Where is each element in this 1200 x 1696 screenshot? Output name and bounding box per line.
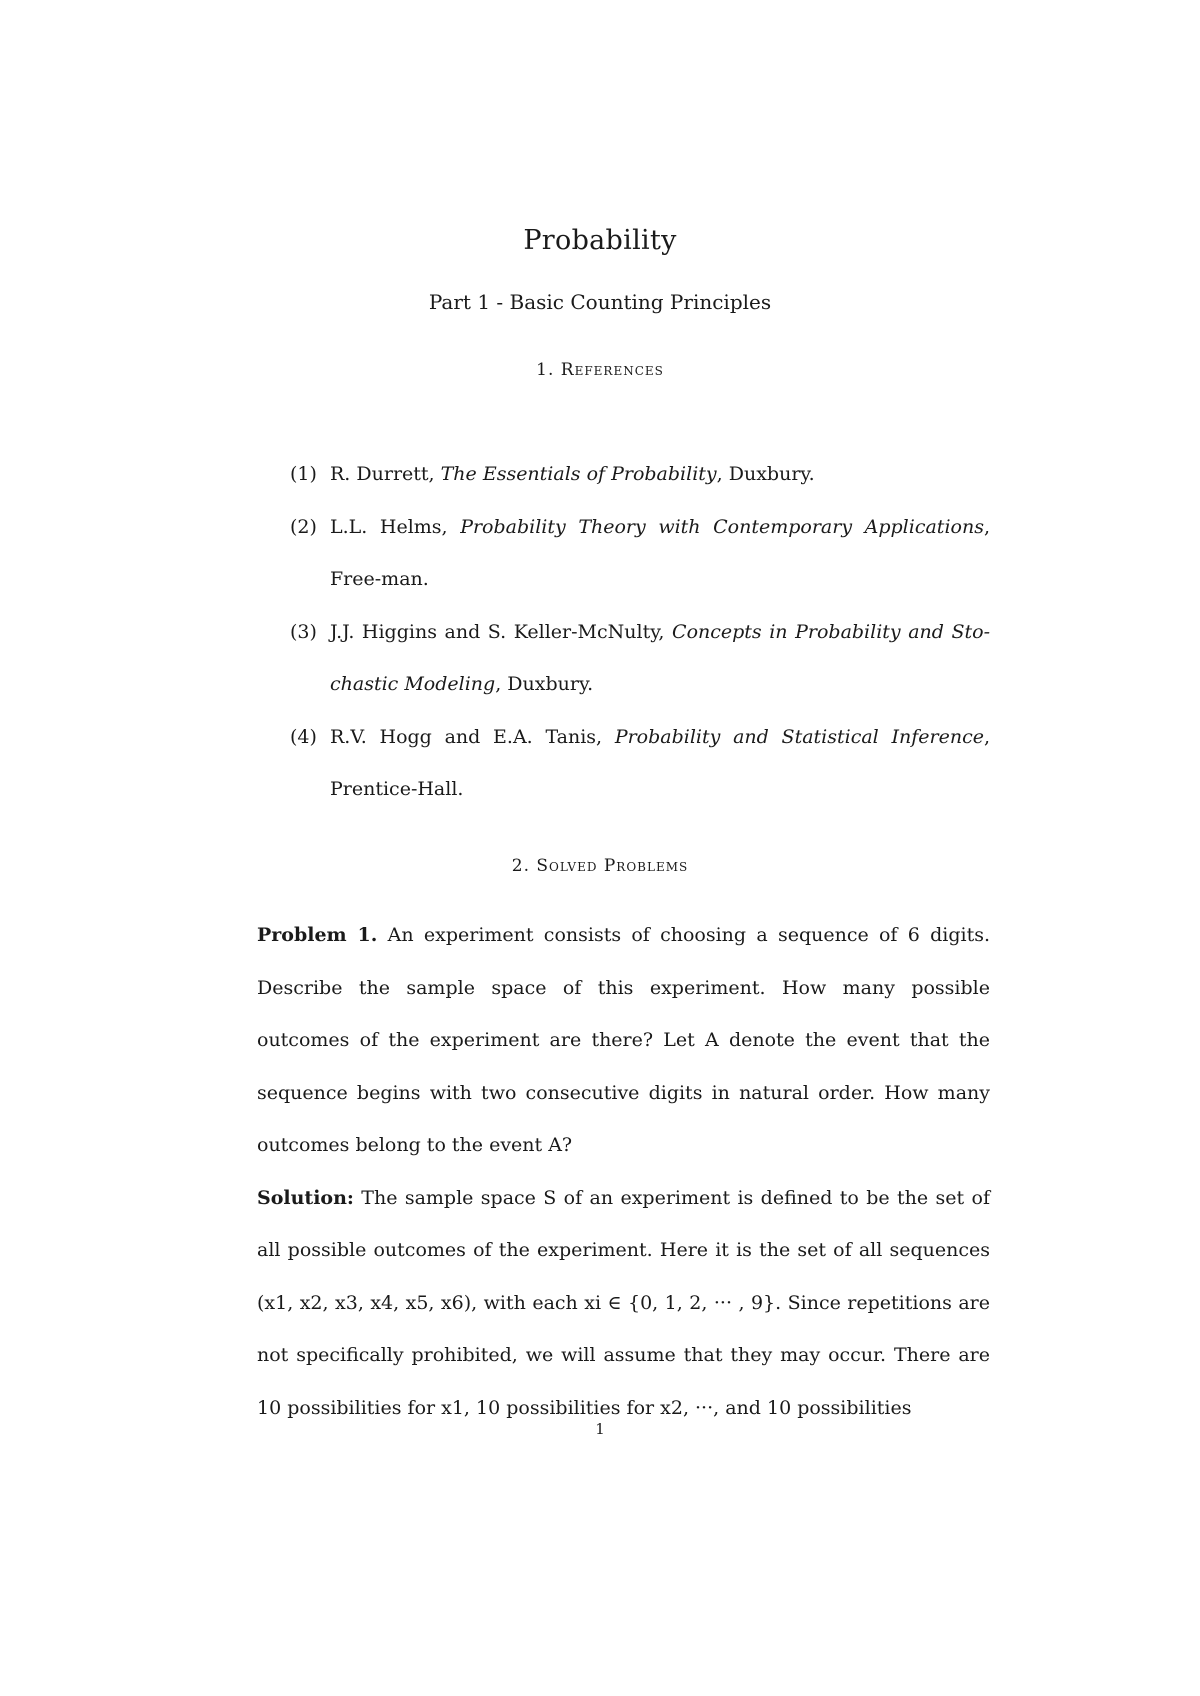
page-number: 1 bbox=[595, 1420, 605, 1438]
problem-text: An experiment consists of choosing a sequence of 6 digits. Describe the sample space of this experiment. How many possible outcomes of the experiment are there? Let A denote the event that the sequence begins with two consecutive digits in natural order. How many outcomes belong to the event A? bbox=[257, 924, 990, 1156]
reference-item bbox=[290, 606, 990, 711]
references-heading-text: References bbox=[560, 360, 664, 380]
reference-item bbox=[290, 448, 990, 501]
reference-author: J.J. Higgins and S. Keller-McNulty, bbox=[330, 620, 673, 643]
problem-label: Problem 1. bbox=[257, 924, 378, 946]
document-subtitle: Part 1 - Basic Counting Principles bbox=[428, 290, 772, 314]
references-heading bbox=[0, 360, 1200, 380]
reference-publisher: , Free-man. bbox=[330, 515, 990, 590]
solution-label: Solution: bbox=[257, 1186, 354, 1209]
reference-author: R. Durrett, bbox=[330, 463, 441, 485]
reference-author: L.L. Helms, bbox=[330, 515, 461, 538]
solution-text: The sample space S of an experiment is defined to be the set of all possible outcomes of the experiment. Here it is the set of all sequences (x1, x2, x3, x4, x5, x6), with each xi ∈ {0, 1, 2, ··· , 9}. Since repetitions are not specifically prohibited, we will assume that they may occur. There are 10 possibilities for x1, 10 possibilities for x2, ···, and 10 possibilities bbox=[257, 1186, 990, 1419]
reference-number: (4) bbox=[290, 725, 317, 748]
document-title: Probability bbox=[523, 225, 677, 256]
problem-paragraph bbox=[257, 909, 990, 1172]
solved-heading-number: 2. bbox=[511, 856, 530, 876]
reference-title: Concepts in Probability and Sto-chastic Modeling bbox=[330, 620, 991, 695]
reference-number: (3) bbox=[290, 620, 317, 643]
reference-number: (1) bbox=[290, 463, 317, 485]
reference-item bbox=[290, 711, 990, 816]
solved-problems-heading bbox=[0, 856, 1200, 876]
reference-publisher: , Duxbury. bbox=[495, 673, 594, 695]
reference-publisher: , Duxbury. bbox=[716, 463, 815, 485]
solution-paragraph bbox=[257, 1172, 990, 1435]
reference-number: (2) bbox=[290, 515, 317, 538]
reference-author: R.V. Hogg and E.A. Tanis, bbox=[330, 725, 615, 748]
reference-publisher: , Prentice-Hall. bbox=[330, 725, 991, 800]
reference-title: Probability Theory with Contemporary Applications bbox=[460, 515, 984, 538]
problem-body bbox=[257, 909, 990, 1434]
reference-title: Probability and Statistical Inference bbox=[614, 725, 984, 748]
solved-heading-text: Solved Problems bbox=[536, 856, 689, 876]
references-list bbox=[290, 448, 990, 816]
reference-title: The Essentials of Probability bbox=[440, 463, 717, 485]
references-heading-number: 1. bbox=[536, 360, 555, 380]
reference-item bbox=[290, 501, 990, 606]
